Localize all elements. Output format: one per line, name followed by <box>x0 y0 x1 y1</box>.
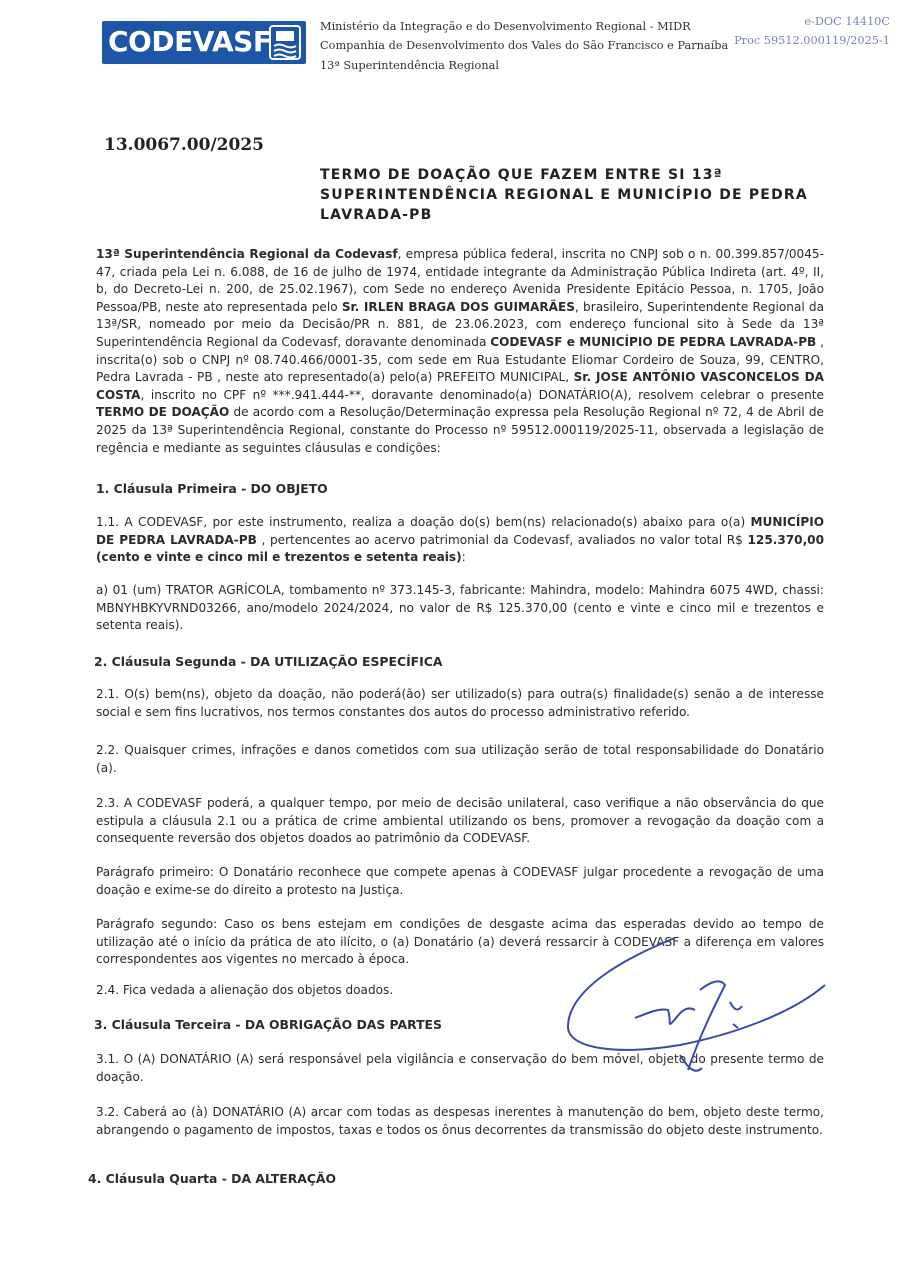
clause-3-1: 3.1. O (A) DONATÁRIO (A) será responsável pela vigilância e conservação do bem móvel, objeto do presente termo de doação. <box>96 1052 824 1084</box>
term-name: TERMO DE DOAÇÃO <box>96 405 230 420</box>
representative-name: Sr. IRLEN BRAGA DOS GUIMARÃES <box>341 299 576 314</box>
paragraph-first: Parágrafo primeiro: O Donatário reconhece que compete apenas à CODEVASF julgar procedente a revogação de uma doação e exime-se do direito a protesto na Justiça. <box>96 865 824 897</box>
intro-text: , brasileiro, Superintendente Regional da 13ª/SR, nomeado por meio da Decisão/PR n. 881, de 23.06.2023, com endereço funcional sito à Sede da 13ª Superintendência Regional da Codevasf, doravante denominada <box>96 299 824 349</box>
edoc-stamp: e-DOC 14410C <box>804 15 890 28</box>
title-line: TERMO DE DOAÇÃO QUE FAZEM ENTRE SI 13ª <box>320 167 723 183</box>
intro-paragraph <box>96 246 824 457</box>
title-line: SUPERINTENDÊNCIA REGIONAL E MUNICÍPIO DE PEDRA <box>320 187 808 203</box>
intro-text: de acordo com a Resolução/Determinação expressa pela Resolução Regional nº 72, 4 de Abril de 2025 da 13ª Superintendência Regional, constante do Processo nº 59512.000119/2025-11, observada a legislação de regência e mediante as seguintes cláusulas e condições: <box>96 405 824 455</box>
clause-text: , pertencentes ao acervo patrimonial da Codevasf, avaliados no valor total R$ <box>256 532 748 547</box>
clause-3-heading: 3. Cláusula Terceira - DA OBRIGAÇÃO DAS PARTES <box>94 1017 442 1032</box>
intro-text: , empresa pública federal, inscrita no CNPJ sob o n. 00.399.857/0045-47, criada pela Lei n. 6.088, de 16 de julho de 1974, entidade integrante da Administração Pública Indireta (art. 4º, II, b, do Decreto-Lei n. 200, de 25.02.1967), com Sede no endereço Avenida Presidente Epitácio Pessoa, n. 1705, João Pessoa/PB, neste ato representada pelo <box>96 247 824 314</box>
codevasf-emblem-icon <box>268 24 302 61</box>
paragraph-second: Parágrafo segundo: Caso os bens estejam em condições de desgaste acima das esperadas devido ao tempo de utilização até o início da prática de ato ilícito, o (a) Donatário (a) deverá ressarcir à CODEVASF a diferença em valores correspondentes aos vigentes no mercado à época. <box>96 917 824 967</box>
clause-2-4: 2.4. Fica vedada a alienação dos objetos doados. <box>96 983 394 997</box>
parties-names: CODEVASF e MUNICÍPIO DE PEDRA LAVRADA-PB <box>490 334 817 349</box>
mayor-name: Sr. JOSE ANTÔNIO VASCONCELOS DA COSTA <box>96 370 824 402</box>
intro-text: , inscrita(o) sob o CNPJ nº 08.740.466/0001-35, com sede em Rua Estudante Eliomar Cordeiro de Souza, 99, CENTRO, Pedra Lavrada - PB , neste ato representado(a) pelo(a) PREFEITO MUNICIPAL, <box>96 334 824 385</box>
donee-name: MUNICÍPIO DE PEDRA LAVRADA-PB <box>96 515 824 547</box>
codevasf-logo <box>102 21 306 64</box>
clause-2-1: 2.1. O(s) bem(ns), objeto da doação, não poderá(ão) ser utilizado(s) para outra(s) finalidade(s) senão a de interesse social e sem fins lucrativos, nos termos constantes dos autos do processo administrativo referido. <box>96 687 824 719</box>
clause-text: 1.1. A CODEVASF, por este instrumento, realiza a doação do(s) bem(ns) relacionado(s) abaixo para o(a) <box>96 515 751 529</box>
grantor-name: 13ª Superintendência Regional da Codevasf <box>96 247 398 261</box>
logo-text: CODEVASF <box>108 25 272 58</box>
clause-text: : <box>461 550 466 565</box>
clause-4-heading: 4. Cláusula Quarta - DA ALTERAÇÃO <box>88 1171 337 1186</box>
handwritten-signature <box>560 930 830 1080</box>
title-line: LAVRADA-PB <box>320 207 433 223</box>
clause-2-3: 2.3. A CODEVASF poderá, a qualquer tempo, por meio de decisão unilateral, caso verifique a não observância do que estipula a cláusula 2.1 ou a prática de crime ambiental utilizando os bens, promover a revogação da doação com a consequente reversão dos objetos doados ao patrimônio da CODEVASF. <box>96 796 824 846</box>
clause-2-heading: 2. Cláusula Segunda - DA UTILIZAÇÃO ESPECÍFICA <box>94 654 443 669</box>
document-title <box>320 165 840 225</box>
header-company: Companhia de Desenvolvimento dos Vales do São Francisco e Parnaíba <box>320 39 729 52</box>
process-stamp: Proc 59512.000119/2025-1 <box>734 34 890 47</box>
clause-1-1 <box>96 514 824 567</box>
item-a: a) 01 (um) TRATOR AGRÍCOLA, tombamento nº 373.145-3, fabricante: Mahindra, modelo: Mahindra 6075 4WD, chassi: MBNYHBKYVRND03266, ano/modelo 2024/2024, no valor de R$ 125.370,00 (cento e vinte e cinco mil e trezentos e setenta reais). <box>96 583 824 633</box>
clause-3-2: 3.2. Caberá ao (à) DONATÁRIO (A) arcar com todas as despesas inerentes à manutenção do bem, objeto deste termo, abrangendo o pagamento de impostos, taxas e todos os ônus decorrentes da transmissão do objeto deste instrumento. <box>96 1105 824 1137</box>
clause-2-2: 2.2. Quaisquer crimes, infrações e danos cometidos com sua utilização serão de total responsabilidade do Donatário (a). <box>96 743 824 775</box>
header-superintendence: 13ª Superintendência Regional <box>320 59 499 72</box>
document-number: 13.0067.00/2025 <box>104 135 264 155</box>
clause-1-heading: 1. Cláusula Primeira - DO OBJETO <box>96 481 328 496</box>
intro-text: , inscrito no CPF nº ***.941.444-**, doravante denominado(a) DONATÁRIO(A), resolvem celebrar o presente <box>140 387 824 402</box>
header-ministry: Ministério da Integração e do Desenvolvimento Regional - MIDR <box>320 20 691 33</box>
total-value: 125.370,00 (cento e vinte e cinco mil e trezentos e setenta reais) <box>96 532 824 565</box>
